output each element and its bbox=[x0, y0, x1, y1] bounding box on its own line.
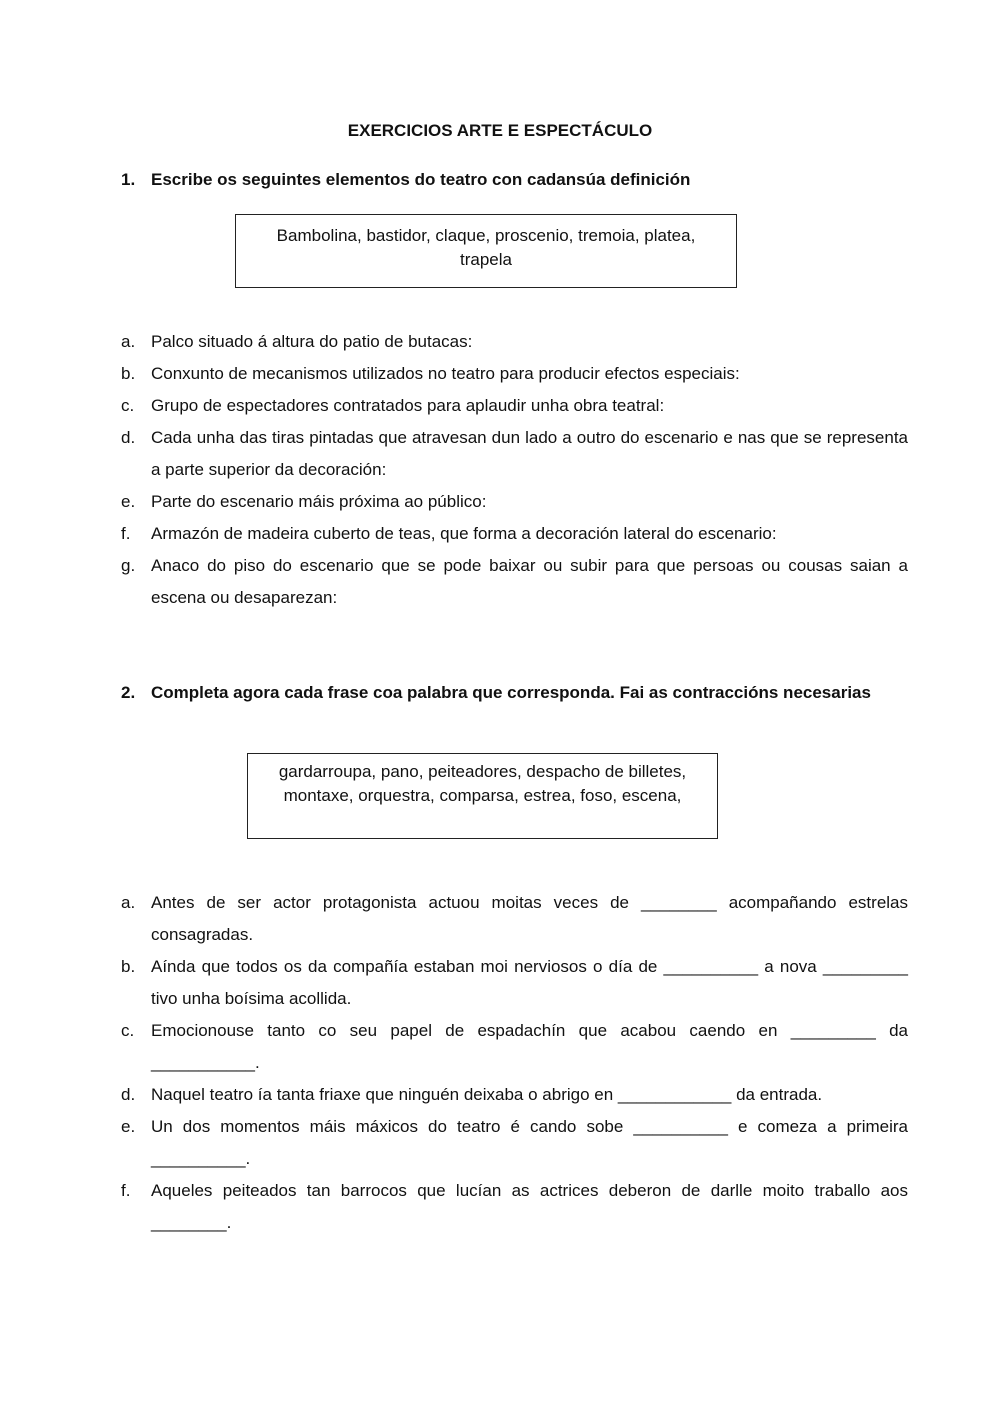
item-letter: e. bbox=[121, 492, 136, 511]
item-text: Palco situado á altura do patio de butacas: bbox=[151, 332, 473, 351]
section-2-number: 2. bbox=[121, 683, 136, 702]
section-2-question-list bbox=[121, 887, 908, 1239]
item-text: Aínda que todos os da compañía estaban moi nerviosos o día de __________ a nova _________ tivo unha boísima acollida. bbox=[151, 957, 908, 1008]
item-text: Armazón de madeira cuberto de teas, que forma a decoración lateral do escenario: bbox=[151, 524, 777, 543]
section-1-word-box-line-2: trapela bbox=[460, 250, 512, 269]
item-text: Un dos momentos máis máxicos do teatro é cando sobe __________ e comeza a primeira __________. bbox=[151, 1117, 908, 1168]
list-item bbox=[121, 951, 908, 1015]
item-letter: b. bbox=[121, 364, 136, 383]
item-letter: c. bbox=[121, 396, 135, 415]
section-1-word-box-line-1: Bambolina, bastidor, claque, proscenio, tremoia, platea, bbox=[276, 226, 696, 245]
list-item bbox=[121, 887, 908, 951]
section-2-word-box-line-2: montaxe, orquestra, comparsa, estrea, foso, escena, bbox=[283, 786, 682, 805]
item-letter: f. bbox=[121, 524, 131, 543]
item-text: Anaco do piso do escenario que se pode baixar ou subir para que persoas ou cousas saian a escena ou desaparezan: bbox=[151, 556, 908, 607]
item-text: Aqueles peiteados tan barrocos que lucían as actrices deberon de darlle moito traballo aos ________. bbox=[151, 1181, 908, 1232]
item-text: Emocionouse tanto co seu papel de espadachín que acabou caendo en _________ da ___________. bbox=[151, 1021, 908, 1072]
list-item bbox=[121, 326, 908, 358]
list-item bbox=[121, 1079, 908, 1111]
section-1-number: 1. bbox=[121, 170, 136, 189]
item-letter: d. bbox=[121, 1085, 136, 1104]
item-letter: e. bbox=[121, 1117, 136, 1136]
item-letter: f. bbox=[121, 1181, 131, 1200]
list-item bbox=[121, 1175, 908, 1239]
section-1-heading bbox=[121, 164, 908, 196]
item-letter: b. bbox=[121, 957, 136, 976]
list-item bbox=[121, 486, 908, 518]
list-item bbox=[121, 422, 908, 486]
item-letter: a. bbox=[121, 893, 136, 912]
list-item bbox=[121, 1111, 908, 1175]
item-text: Parte do escenario máis próxima ao público: bbox=[151, 492, 487, 511]
item-text: Cada unha das tiras pintadas que atravesan dun lado a outro do escenario e nas que se representa a parte superior da decoración: bbox=[151, 428, 908, 479]
item-letter: a. bbox=[121, 332, 136, 351]
list-item bbox=[121, 518, 908, 550]
section-1-question-list bbox=[121, 326, 908, 614]
item-text: Conxunto de mecanismos utilizados no teatro para producir efectos especiais: bbox=[151, 364, 740, 383]
item-text: Naquel teatro ía tanta friaxe que ninguén deixaba o abrigo en ____________ da entrada. bbox=[151, 1085, 823, 1104]
section-2-heading-text: Completa agora cada frase coa palabra que corresponda. Fai as contraccións necesarias bbox=[151, 683, 871, 702]
list-item bbox=[121, 358, 908, 390]
list-item bbox=[121, 390, 908, 422]
section-2-heading bbox=[121, 677, 908, 709]
item-letter: g. bbox=[121, 556, 136, 575]
section-2-word-box-line-1: gardarroupa, pano, peiteadores, despacho de billetes, bbox=[278, 762, 687, 781]
section-1-heading-text: Escribe os seguintes elementos do teatro con cadansúa definición bbox=[151, 170, 691, 189]
item-text: Grupo de espectadores contratados para aplaudir unha obra teatral: bbox=[151, 396, 665, 415]
page-title: EXERCICIOS ARTE E ESPECTÁCULO bbox=[347, 121, 653, 140]
list-item bbox=[121, 1015, 908, 1079]
list-item bbox=[121, 550, 908, 614]
item-letter: d. bbox=[121, 428, 136, 447]
section-2-word-box bbox=[247, 753, 718, 839]
section-1-word-box bbox=[235, 214, 737, 288]
item-letter: c. bbox=[121, 1021, 135, 1040]
item-text: Antes de ser actor protagonista actuou moitas veces de ________ acompañando estrelas consagradas. bbox=[151, 893, 908, 944]
